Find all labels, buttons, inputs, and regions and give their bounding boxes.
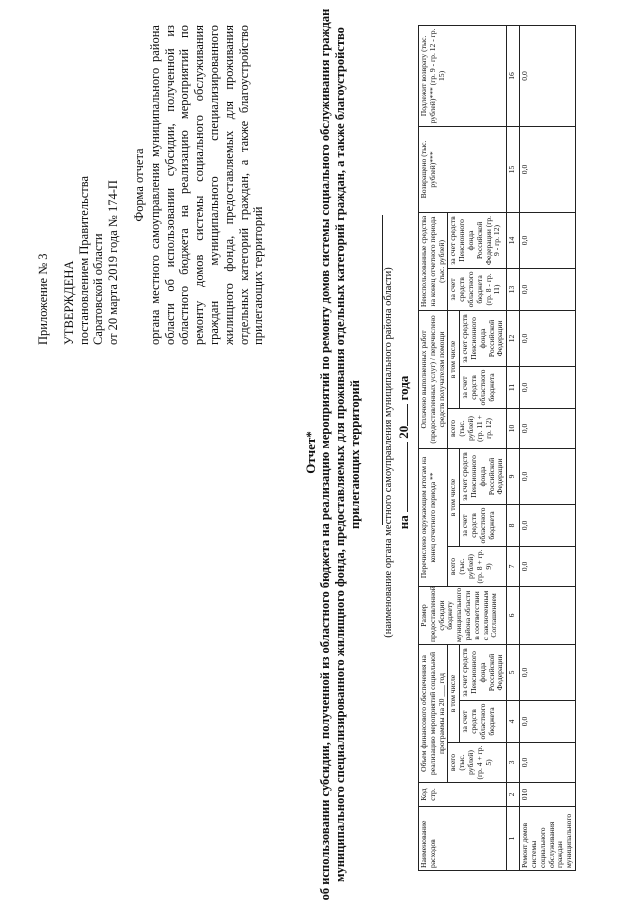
appendix-number: Приложение № 3 <box>36 253 50 345</box>
period-suffix: года <box>396 375 411 401</box>
header-volume: Объем финансового обеспечения на реализацию мероприятий социальной программы на 20 ___ год <box>419 645 448 783</box>
cell-8: 0,0 <box>520 505 576 547</box>
cell-15: 0,0 <box>520 126 576 212</box>
cell-7: 0,0 <box>520 547 576 587</box>
cell-4: 0,0 <box>520 701 576 743</box>
period-year-prefix: 20 <box>396 425 411 439</box>
col-num-16: 16 <box>507 25 520 126</box>
cell-9: 0,0 <box>520 448 576 504</box>
header-to-return: Подлежит возврату (тыс. рублей)*** (гр. 9 - гр. 12 - гр. 15) <box>419 25 507 126</box>
subheader-paid-federal: за счет средств Пенсионного фонда Российской Федерации <box>460 310 507 366</box>
report-title: Отчет* <box>303 431 318 474</box>
header-unused: Неиспользованные средства на конец отчетного периода (тыс. рублей) <box>419 212 448 310</box>
col-num-2: 2 <box>507 783 520 807</box>
col-num-15: 15 <box>507 126 520 212</box>
period-prefix: на <box>396 515 411 530</box>
col-num-10: 10 <box>507 408 520 448</box>
form-description: органа местного самоуправления муниципального района области об использовании субсидии, полученной из областного бюджета на реализацию мероприятий по ремонту домов системы социального обслуживания граждан муниципального специализированного жилищного фонда, предоставляемых для проживания отдельных категорий граждан, а также благоустройство прилегающих территорий <box>147 25 266 345</box>
table-row <box>520 25 576 870</box>
col-num-4: 4 <box>507 701 520 743</box>
cell-14: 0,0 <box>520 212 576 268</box>
subheader-volume-regional: за счет средств областного бюджета <box>460 701 507 743</box>
header-transferred: Перечислено окружающим итогам на конец отчетного периода ** <box>419 448 448 586</box>
header-code: Код стр. <box>419 783 507 807</box>
column-number-row <box>507 25 520 870</box>
subheader-transferred-federal: за счет средств Пенсионного фонда Российской Федерации <box>460 448 507 504</box>
row-code: 010 <box>520 783 576 807</box>
subheader-total-paid: всего (тыс. рублей) (гр. 11 + гр. 12) <box>448 408 507 448</box>
subheader-paid-regional: за счет средств областного бюджета <box>460 366 507 408</box>
header-subsidy: Размер предоставленной субсидии бюджету муниципального района области в соответствии с заключенным Соглашением <box>419 587 507 645</box>
row-label: Ремонт домов системы социального обслуживания граждан муниципального <box>520 807 576 871</box>
period-year-blank[interactable] <box>395 404 408 426</box>
report-subject: об использовании субсидии, полученной из областного бюджета на реализацию мероприятий по ремонту домов системы социального обслуживания граждан муниципального специализированного жилищного фонда, предоставляемых для проживания отдельных категорий граждан, а также благоустройство прилегающих территорий <box>318 8 363 901</box>
subheader-incl-paid: в том числе <box>448 310 460 408</box>
date-line: от 20 марта 2019 года № 174-П <box>106 180 121 345</box>
cell-5: 0,0 <box>520 645 576 701</box>
col-num-9: 9 <box>507 448 520 504</box>
subheader-unused-federal: за счет средств Пенсионного фонда Российской Федерации (гр. 9 - гр. 12) <box>448 212 507 268</box>
period-blank[interactable] <box>395 442 408 512</box>
appendix-block <box>36 25 266 345</box>
subheader-total-transferred: всего (тыс. рублей) (гр. 8 + гр. 9) <box>448 547 507 587</box>
cell-13: 0,0 <box>520 268 576 310</box>
header-paid: Оплачено выполненных работ (предоставленных услуг) / перечислено средств получателям помощи <box>419 310 448 448</box>
subheader-total-volume: всего (тыс. рублей) (гр. 4 + гр. 5) <box>448 743 507 783</box>
cell-12: 0,0 <box>520 310 576 366</box>
region-label: Саратовской области <box>91 233 106 345</box>
org-name-caption: (наименование органа местного самоуправления муниципального района области) <box>383 267 394 638</box>
col-num-5: 5 <box>507 645 520 701</box>
cell-16: 0,0 <box>520 25 576 126</box>
approved-label: УТВЕРЖДЕНА <box>61 260 76 345</box>
cell-11: 0,0 <box>520 366 576 408</box>
col-num-14: 14 <box>507 212 520 268</box>
col-num-12: 12 <box>507 310 520 366</box>
col-num-3: 3 <box>507 743 520 783</box>
col-num-6: 6 <box>507 587 520 645</box>
subheader-volume-federal: за счет средств Пенсионного фонда Российской Федерации <box>460 645 507 701</box>
cell-6 <box>520 587 576 645</box>
cell-10: 0,0 <box>520 408 576 448</box>
subheader-incl-volume: в том числе <box>448 645 460 743</box>
form-title: Форма отчета <box>131 148 146 222</box>
subheader-incl-transferred: в том числе <box>448 448 460 546</box>
subheader-unused-regional: за счет средств областного бюджета (гр. 8 - гр. 11) <box>448 268 507 310</box>
report-table <box>418 25 576 871</box>
resolution-label: постановлением Правительства <box>76 175 91 345</box>
col-num-13: 13 <box>507 268 520 310</box>
header-returned: Возвращено (тыс. рублей)*** <box>419 126 507 212</box>
subheader-transferred-regional: за счет средств областного бюджета <box>460 505 507 547</box>
cell-3: 0,0 <box>520 743 576 783</box>
col-num-11: 11 <box>507 366 520 408</box>
col-num-1: 1 <box>507 807 520 871</box>
col-num-8: 8 <box>507 505 520 547</box>
report-period <box>395 0 412 905</box>
header-name: Наименование расходов <box>419 807 507 871</box>
col-num-7: 7 <box>507 547 520 587</box>
